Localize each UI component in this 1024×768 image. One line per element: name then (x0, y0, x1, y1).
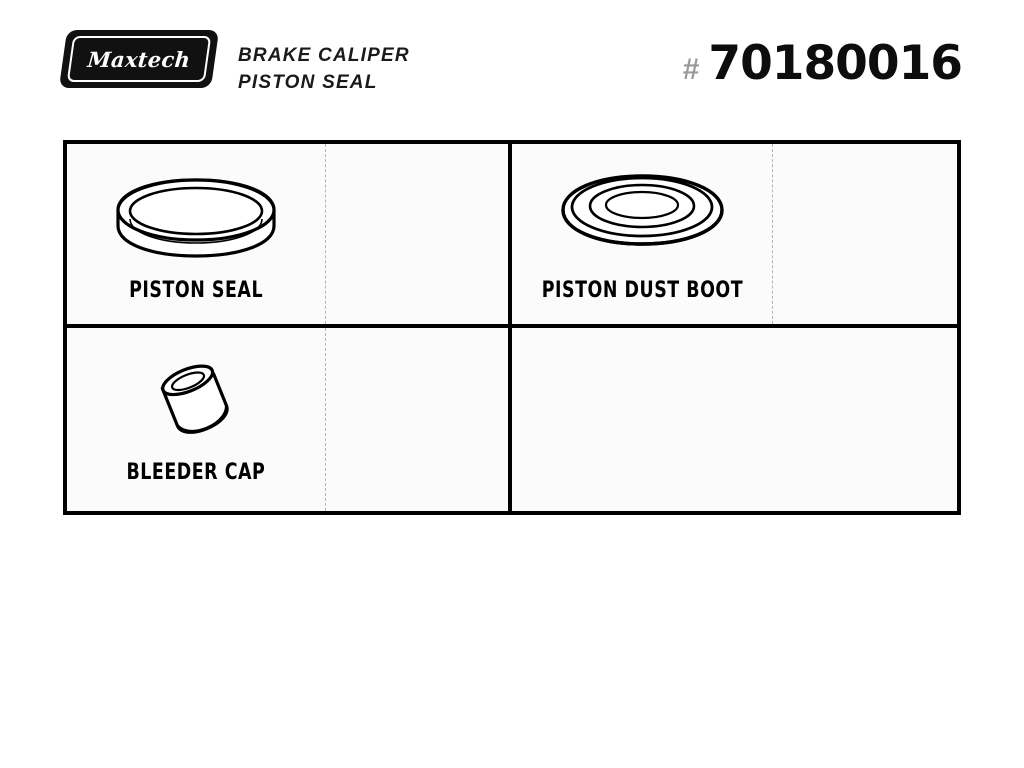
registered-trademark-mark: ® (191, 57, 200, 69)
piston-seal-ring-icon (106, 160, 286, 278)
page-title-line-2: PISTON SEAL (238, 72, 378, 93)
cell-divider-dashed (325, 328, 326, 512)
grid-cell-bleeder-cap (67, 328, 512, 512)
cell-divider-dashed (325, 144, 326, 324)
part-number-block (683, 36, 962, 91)
cell-content (67, 144, 325, 324)
cell-label: BLEEDER CAP (126, 459, 266, 485)
brand-logo-text: Maxtech (86, 46, 192, 72)
cell-content (512, 144, 772, 324)
grid-cell-piston-dust-boot (512, 144, 957, 328)
page-title (238, 42, 410, 96)
cell-divider-dashed (772, 144, 773, 324)
cell-label: PISTON DUST BOOT (541, 278, 743, 303)
parts-grid (63, 140, 961, 515)
cell-content (67, 328, 325, 512)
grid-cell-empty (512, 328, 957, 512)
piston-dust-boot-icon (555, 160, 730, 278)
page-title-line-1: BRAKE CALIPER (238, 45, 410, 66)
cell-label: PISTON SEAL (129, 278, 263, 303)
page-header (0, 0, 1024, 120)
grid-cell-piston-seal (67, 144, 512, 328)
part-number-value: 70180016 (708, 36, 962, 91)
hash-symbol-icon: # (682, 53, 700, 86)
bleeder-cap-icon (141, 350, 251, 460)
